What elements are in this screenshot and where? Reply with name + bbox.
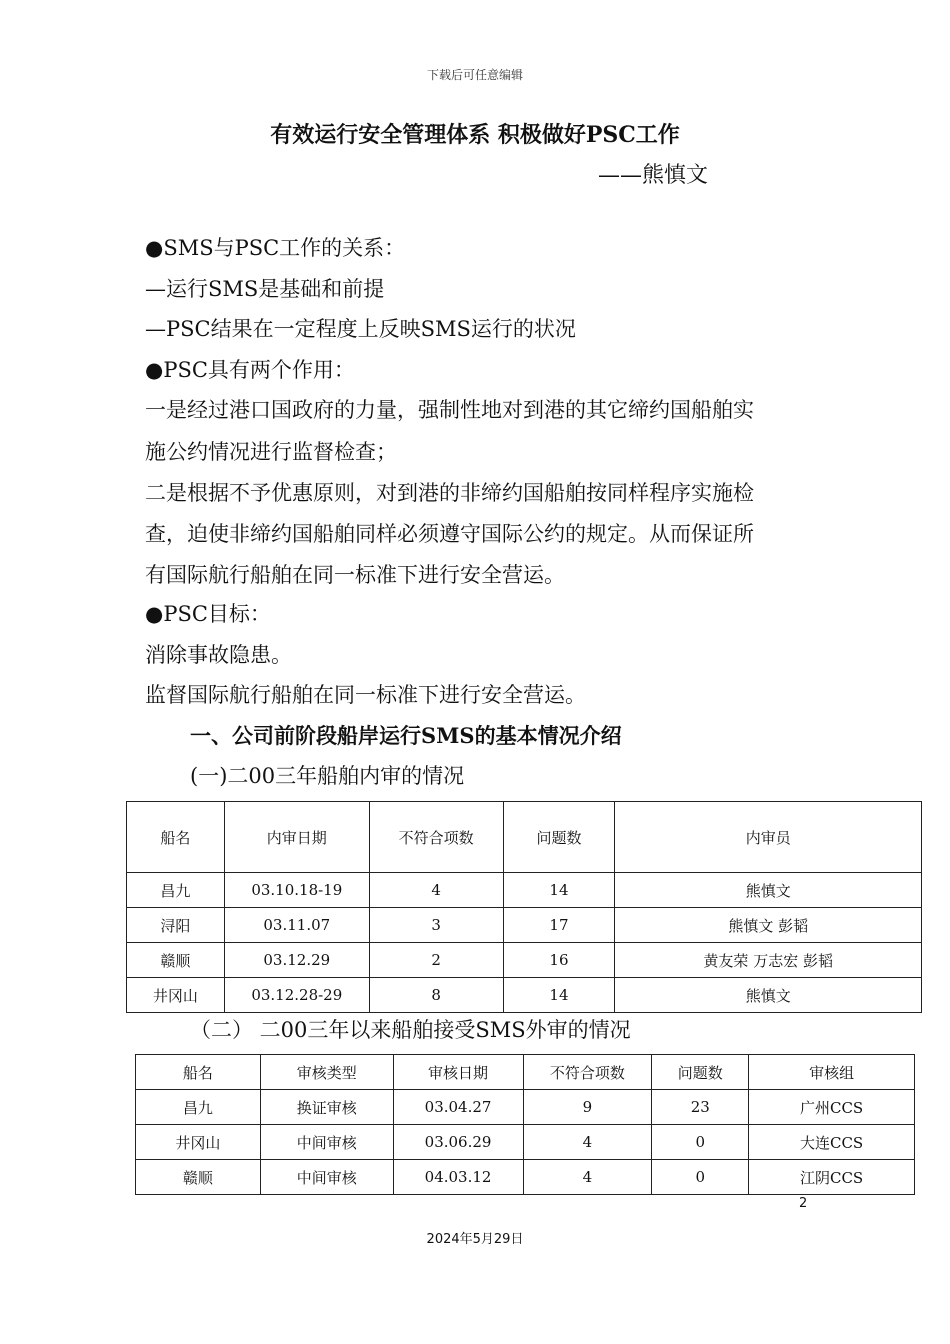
table-header-cell: 问题数 xyxy=(652,1055,749,1090)
table-cell: 04.03.12 xyxy=(393,1160,523,1195)
table-cell: 熊慎文 xyxy=(615,978,922,1013)
table-cell: 16 xyxy=(503,943,615,978)
table-cell: 昌九 xyxy=(136,1090,261,1125)
table-cell: 换证审核 xyxy=(260,1090,393,1125)
table-header-row xyxy=(127,802,922,873)
paragraph-line: 一是经过港口国政府的力量，强制性地对到港的其它缔约国船舶实 xyxy=(145,398,754,422)
table-cell: 9 xyxy=(523,1090,652,1125)
paragraph-line: 二是根据不予优惠原则，对到港的非缔约国船舶按同样程序实施检 xyxy=(145,481,754,505)
table-row xyxy=(127,943,922,978)
author-line: ——熊慎文 xyxy=(598,163,709,188)
table-cell: 井冈山 xyxy=(127,978,225,1013)
page-number: 2 xyxy=(799,1196,808,1211)
paragraph-line: ●PSC具有两个作用： xyxy=(145,358,355,382)
table-cell: 4 xyxy=(369,873,503,908)
section-heading: 一、公司前阶段船岸运行SMS的基本情况介绍 xyxy=(190,723,622,748)
table-header-cell: 问题数 xyxy=(503,802,615,873)
table-row xyxy=(136,1090,915,1125)
table-cell: 03.06.29 xyxy=(393,1125,523,1160)
paragraph-line: —PSC结果在一定程度上反映SMS运行的状况 xyxy=(145,317,576,341)
paragraph-line: 查，迫使非缔约国船舶同样必须遵守国际公约的规定。从而保证所 xyxy=(145,522,754,546)
table-cell: 熊慎文 彭韬 xyxy=(615,908,922,943)
paragraph-line: 有国际航行船舶在同一标准下进行安全营运。 xyxy=(145,563,565,587)
table-cell: 17 xyxy=(503,908,615,943)
table-cell: 3 xyxy=(369,908,503,943)
paragraph-line: —运行SMS是基础和前提 xyxy=(145,277,385,301)
table-cell: 井冈山 xyxy=(136,1125,261,1160)
table-header-row xyxy=(136,1055,915,1090)
table-cell: 03.12.29 xyxy=(224,943,369,978)
table-cell: 0 xyxy=(652,1160,749,1195)
table-header-cell: 船名 xyxy=(127,802,225,873)
table-cell: 0 xyxy=(652,1125,749,1160)
table-header-cell: 审核类型 xyxy=(260,1055,393,1090)
subsection-heading: (一)二00三年船舶内审的情况 xyxy=(190,764,465,788)
table-row xyxy=(127,873,922,908)
table-row xyxy=(127,978,922,1013)
table-cell: 中间审核 xyxy=(260,1160,393,1195)
table-cell: 8 xyxy=(369,978,503,1013)
table-cell: 浔阳 xyxy=(127,908,225,943)
table-header-cell: 审核日期 xyxy=(393,1055,523,1090)
internal-audit-table xyxy=(126,801,922,1013)
table-cell: 23 xyxy=(652,1090,749,1125)
paragraph-line: 施公约情况进行监督检查； xyxy=(145,440,397,464)
table-cell: 赣顺 xyxy=(127,943,225,978)
table-cell: 江阴CCS xyxy=(749,1160,915,1195)
table-header-cell: 内审员 xyxy=(615,802,922,873)
table-cell: 4 xyxy=(523,1125,652,1160)
table-cell: 14 xyxy=(503,873,615,908)
paragraph-line: 消除事故隐患。 xyxy=(145,643,292,667)
table-row xyxy=(127,908,922,943)
page-header: 下载后可任意编辑 xyxy=(426,68,523,82)
table-cell: 03.11.07 xyxy=(224,908,369,943)
paragraph-line: ●PSC目标： xyxy=(145,602,271,626)
table-cell: 熊慎文 xyxy=(615,873,922,908)
table-row xyxy=(136,1125,915,1160)
table-cell: 03.04.27 xyxy=(393,1090,523,1125)
table-row xyxy=(136,1160,915,1195)
table-cell: 2 xyxy=(369,943,503,978)
table-cell: 赣顺 xyxy=(136,1160,261,1195)
table-cell: 广州CCS xyxy=(749,1090,915,1125)
document-title: 有效运行安全管理体系 积极做好PSC工作 xyxy=(270,122,680,148)
subsection-heading: （二） 二00三年以来船舶接受SMS外审的情况 xyxy=(190,1018,631,1042)
table-cell: 中间审核 xyxy=(260,1125,393,1160)
table-header-cell: 不符合项数 xyxy=(523,1055,652,1090)
paragraph-line: 监督国际航行船舶在同一标准下进行安全营运。 xyxy=(145,683,586,707)
table-cell: 昌九 xyxy=(127,873,225,908)
table-cell: 14 xyxy=(503,978,615,1013)
table-cell: 03.12.28-29 xyxy=(224,978,369,1013)
table-cell: 黄友荣 万志宏 彭韬 xyxy=(615,943,922,978)
table-header-cell: 审核组 xyxy=(749,1055,915,1090)
table-header-cell: 船名 xyxy=(136,1055,261,1090)
table-cell: 03.10.18-19 xyxy=(224,873,369,908)
external-audit-table xyxy=(135,1054,915,1195)
table-header-cell: 内审日期 xyxy=(224,802,369,873)
paragraph-line: ●SMS与PSC工作的关系： xyxy=(145,236,406,260)
table-cell: 4 xyxy=(523,1160,652,1195)
table-header-cell: 不符合项数 xyxy=(369,802,503,873)
table-cell: 大连CCS xyxy=(749,1125,915,1160)
page-footer-date: 2024年5月29日 xyxy=(426,1232,524,1247)
